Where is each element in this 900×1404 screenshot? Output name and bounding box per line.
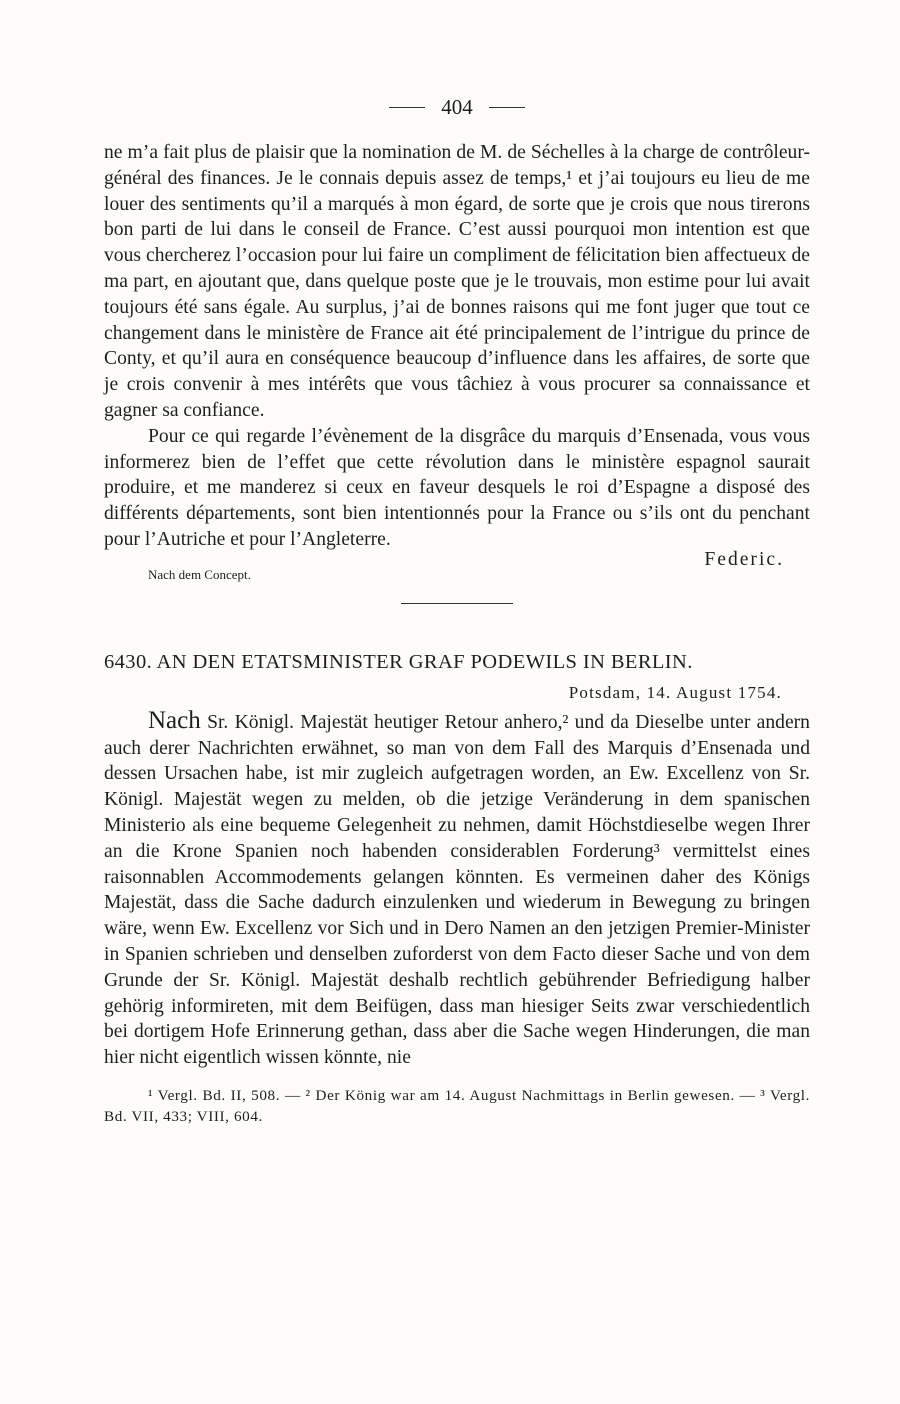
page-number-dash-right: [489, 107, 525, 108]
letter-initial-word: Nach: [148, 706, 201, 734]
prev-letter-paragraph-2: Pour ce qui regarde l’évènement de la disgrâce du marquis d’Ensenada, vous vous informerez bien de l’effet que cette révolution dans le ministère espagnol saurait produire, et me manderez si ceux en faveur desquels le roi d’Espagne a disposé des différents départements, sont bien intentionnés pour la France ou s’ils ont du penchant pour l’Autriche et pour l’Angleterre.: [104, 425, 810, 550]
letter-heading: 6430. AN DEN ETATSMINISTER GRAF PODEWILS IN BERLIN.: [104, 650, 693, 673]
prev-letter-paragraph-1: ne m’a fait plus de plaisir que la nomination de M. de Séchelles à la charge de contrôleur-général des finances. Je le connais depuis assez de temps,¹ et j’ai toujours eu lieu de me louer des sentiments qu’il a marqués à mon égard, de sorte que je crois que nous tirerons bon parti de lui dans le conseil de France. C’est aussi pourquoi mon intention est que vous chercherez l’occasion pour lui faire un compliment de félicitation bien affectueux de ma part, en ajoutant que, dans quelque poste que je le trouvais, mon estime pour lui avait toujours été sans égale. Au surplus, j’ai de bonnes raisons qui me font juger que tout ce changement dans le ministère de France ait été principalement de l’intrigue du prince de Conty, et qu’il aura en conséquence beaucoup d’influence dans les affaires, de sorte que je crois convenir à mes intérêts que vous tâchiez à vous procurer sa connaissance et gagner sa confiance.: [104, 142, 810, 421]
source-note: Nach dem Concept.: [148, 566, 251, 582]
section-divider: [401, 603, 513, 604]
book-page: [104, 90, 810, 1127]
closing-row: [104, 548, 810, 570]
page-number-dash-left: [389, 107, 425, 108]
page-number-line: [104, 90, 810, 124]
signature: Federic.: [704, 548, 784, 570]
page-number: 404: [441, 95, 473, 119]
footnotes: ¹ Vergl. Bd. II, 508. — ² Der König war am 14. August Nachmittags in Berlin gewesen. — ³ Vergl. Bd. VII, 433; VIII, 604.: [104, 1086, 810, 1125]
letter-body-text: Sr. Königl. Majestät heutiger Retour anhero,² und da Dieselbe unter andern auch derer Nachrichten erwähnet, so man von dem Fall des Marquis d’Ensenada und dessen Ursachen habe, ist mir zugleich aufgetragen worden, an Ew. Excellenz von Sr. Königl. Majestät wegen zu melden, ob die jetzige Veränderung in dem spanischen Ministerio als eine bequeme Gelegenheit zu nehmen, damit Höchstdieselbe wegen Ihrer an die Krone Spanien noch habenden considerablen Forderung³ vermittelst eines raisonnablen Accommodements gelangen könnten. Es vermeinen daher des Königs Majestät, dass die Sache dadurch einzulenken und wiederum in Bewegung zu bringen wäre, wenn Ew. Excellenz vor Sich und in Dero Namen an den jetzigen Premier-Minister in Spanien schrieben und denselben zuforderst von dem Facto dieser Sache und von dem Grunde der Sr. Königl. Majestät deshalb rechtlich gebührender Befriedigung halber gehörig informireten, mit dem Beifügen, dass man hiesiger Seits zwar verschiedentlich bei dortigem Hofe Erinnerung gethan, dass aber die Sache wegen Hinderungen, die man hier nicht eigentlich wissen könnte, nie: [104, 711, 810, 1069]
letter-body: [104, 708, 810, 1071]
letter-dateline: Potsdam, 14. August 1754.: [568, 682, 782, 702]
